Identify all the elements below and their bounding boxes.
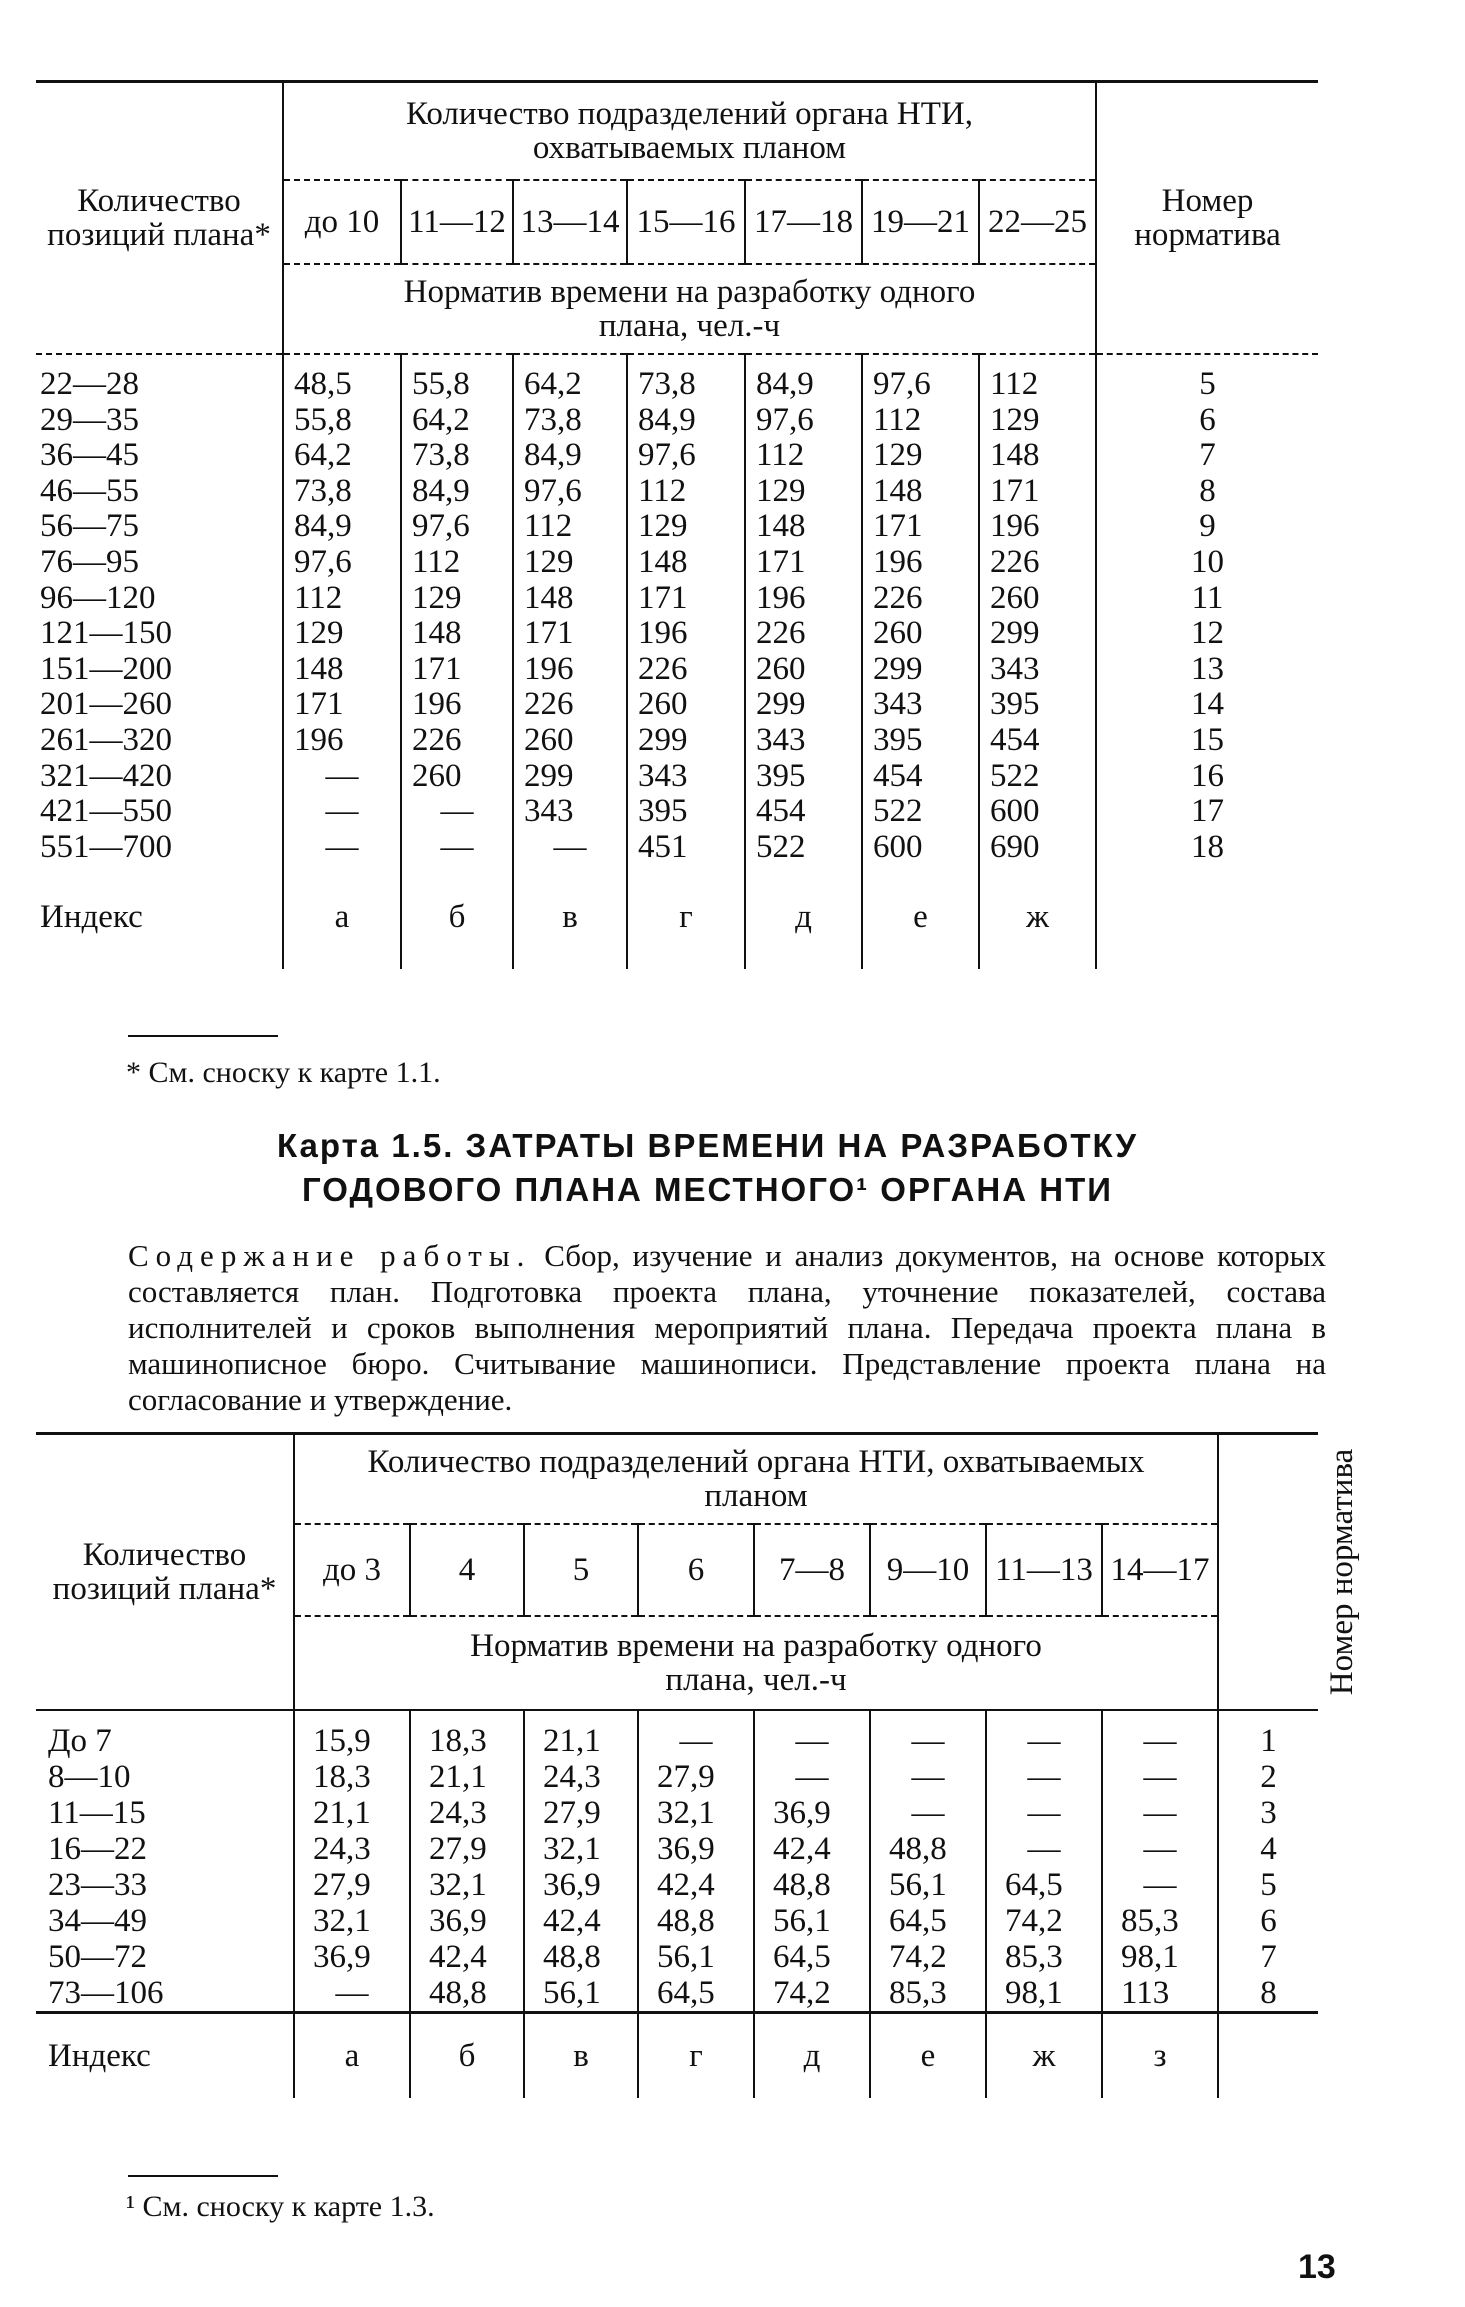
index-letter: з [1102,2013,1218,2099]
table-cell: — [754,1759,870,1795]
t1-group-header: Количество подразделений органа НТИ, охватываемых планом [283,82,1096,181]
table-cell: 55,8 [401,354,513,403]
table-cell: 21,1 [524,1710,638,1759]
norm-number: 11 [1096,581,1318,617]
table-cell: 454 [745,794,862,830]
table-cell: 56,1 [638,1939,754,1975]
table-cell: 18,3 [294,1759,410,1795]
table-cell: — [870,1710,986,1759]
row-label: 551—700 [40,828,172,865]
table-row [36,545,1318,581]
table-cell: 260 [513,723,627,759]
table-row [36,687,1318,723]
norm-number: 1 [1218,1710,1318,1759]
norm-number: 12 [1096,616,1318,652]
table-cell: 196 [862,545,979,581]
t2-row-header: Количество позиций плана* [36,1434,294,1711]
table-cell: 85,3 [870,1975,986,2013]
norm-number: 14 [1096,687,1318,723]
index-blank [1218,2013,1318,2099]
norm-number: 16 [1096,759,1318,795]
table-cell: 260 [401,759,513,795]
footnote-1: * См. сноску к карте 1.1. [126,1056,441,1089]
table-row [36,616,1318,652]
t1-norm-header: Норматив времени на разработку одного плана, чел.-ч [283,264,1096,354]
table-cell: — [1102,1867,1218,1903]
index-letter: е [862,865,979,969]
table-cell: 299 [745,687,862,723]
card-title-line1: Карта 1.5. ЗАТРАТЫ ВРЕМЕНИ НА РАЗРАБОТКУ [277,1127,1138,1164]
table-cell: 299 [627,723,745,759]
row-label: 261—320 [40,721,172,758]
table-cell: 522 [979,759,1096,795]
table-cell: — [986,1710,1102,1759]
table-cell: 148 [283,652,401,688]
table-cell: — [283,830,401,866]
table-row [36,403,1318,439]
table-cell: 522 [862,794,979,830]
table-cell: 196 [979,509,1096,545]
norm-number: 2 [1218,1759,1318,1795]
norm-number: 4 [1218,1831,1318,1867]
table-cell: — [870,1759,986,1795]
table-cell: 32,1 [294,1903,410,1939]
t2-col-header: 6 [638,1524,754,1616]
index-letter: а [294,2013,410,2099]
table-cell: 196 [627,616,745,652]
footnote-rule [128,1035,278,1037]
table-row [36,1975,1318,2013]
table-cell: 260 [979,581,1096,617]
index-letter: д [745,865,862,969]
row-label: 96—120 [40,579,156,616]
row-label: 8—10 [48,1759,131,1795]
table-cell: 73,8 [283,474,401,510]
table-cell: — [401,794,513,830]
table-cell: — [294,1975,410,2013]
table-cell: 148 [627,545,745,581]
table-cell: 85,3 [1102,1903,1218,1939]
table-cell: 42,4 [638,1867,754,1903]
norm-number: 18 [1096,830,1318,866]
t1-col-header: 22—25 [979,180,1096,264]
table-cell: 64,5 [754,1939,870,1975]
index-row [36,865,1318,969]
table-cell: 64,2 [283,438,401,474]
index-letter: г [627,865,745,969]
table-cell: 171 [283,687,401,723]
table-cell: 36,9 [410,1903,524,1939]
content-label: Содержание работы. [128,1238,532,1273]
table-cell: 129 [283,616,401,652]
norm-number: 5 [1096,354,1318,403]
table-cell: — [283,794,401,830]
content-paragraph [128,1238,1326,1418]
table-cell: 112 [862,403,979,439]
table-row [36,1903,1318,1939]
row-label: 121—150 [40,615,172,652]
t1-col-header: 11—12 [401,180,513,264]
table-cell: 15,9 [294,1710,410,1759]
index-letter: ж [979,865,1096,969]
table-cell: — [870,1795,986,1831]
table-cell: 74,2 [986,1903,1102,1939]
table-cell: 42,4 [410,1939,524,1975]
table-cell: 64,5 [870,1903,986,1939]
table-cell: 395 [627,794,745,830]
table-cell: 226 [745,616,862,652]
t1-col-header: 13—14 [513,180,627,264]
table-cell: — [283,759,401,795]
table-cell: 260 [745,652,862,688]
table-cell: 690 [979,830,1096,866]
table-row [36,1831,1318,1867]
t1-col-header: 17—18 [745,180,862,264]
row-label: 46—55 [40,472,139,509]
table-cell: 454 [862,759,979,795]
table-cell: 129 [979,403,1096,439]
table-cell: 27,9 [524,1795,638,1831]
t1-col-header: 15—16 [627,180,745,264]
table-cell: 299 [862,652,979,688]
norm-number: 13 [1096,652,1318,688]
table-row [36,652,1318,688]
row-label: До 7 [48,1723,112,1759]
norm-number: 5 [1218,1867,1318,1903]
table-cell: — [986,1831,1102,1867]
table-cell: 97,6 [862,354,979,403]
table-cell: — [1102,1759,1218,1795]
table-cell: 196 [745,581,862,617]
table-row [36,474,1318,510]
t2-col-header: до 3 [294,1524,410,1616]
table-cell: 73,8 [401,438,513,474]
table-cell: 343 [513,794,627,830]
table-cell: — [986,1759,1102,1795]
table-row [36,581,1318,617]
table-cell: 84,9 [401,474,513,510]
table-cell: 148 [862,474,979,510]
table-cell: 64,2 [401,403,513,439]
t2-norm-header: Норматив времени на разработку одного плана, чел.-ч [294,1616,1218,1710]
table-cell: 112 [627,474,745,510]
table-cell: 84,9 [283,509,401,545]
index-letter: в [524,2013,638,2099]
table-cell: 343 [627,759,745,795]
table-cell: 48,8 [638,1903,754,1939]
footnote-rule [128,2175,278,2177]
table-cell: 48,8 [524,1939,638,1975]
norm-number: 8 [1096,474,1318,510]
norm-table-1 [36,80,1318,969]
table-cell: — [986,1795,1102,1831]
t2-group-header: Количество подразделений органа НТИ, охватываемых планом [294,1434,1218,1525]
norm-number: 7 [1218,1939,1318,1975]
table-cell: 112 [745,438,862,474]
table-cell: 260 [862,616,979,652]
table-cell: 98,1 [986,1975,1102,2013]
table-cell: 148 [513,581,627,617]
table-cell: 171 [862,509,979,545]
table-cell: 451 [627,830,745,866]
table-row [36,1867,1318,1903]
table-cell: 299 [513,759,627,795]
table-cell: 148 [745,509,862,545]
table-cell: 36,9 [294,1939,410,1975]
table-cell: 36,9 [524,1867,638,1903]
table-cell: 226 [513,687,627,723]
t2-col-header: 11—13 [986,1524,1102,1616]
table-cell: 226 [979,545,1096,581]
table-cell: 113 [1102,1975,1218,2013]
norm-number: 15 [1096,723,1318,759]
table-cell: 32,1 [410,1867,524,1903]
table-row [36,723,1318,759]
table-cell: 32,1 [638,1795,754,1831]
table-cell: — [1102,1795,1218,1831]
norm-number: 6 [1096,403,1318,439]
page-number: 13 [1298,2248,1336,2286]
table-cell: 260 [627,687,745,723]
norm-number: 6 [1218,1903,1318,1939]
table-cell: 55,8 [283,403,401,439]
table-cell: — [638,1710,754,1759]
norm-number: 17 [1096,794,1318,830]
table-cell: 226 [862,581,979,617]
index-label: Индекс [40,898,143,935]
table-cell: 129 [862,438,979,474]
table-cell: 97,6 [627,438,745,474]
t2-col-header: 4 [410,1524,524,1616]
index-letter: в [513,865,627,969]
table-cell: 97,6 [745,403,862,439]
table-cell: 32,1 [524,1831,638,1867]
row-label: 321—420 [40,757,172,794]
table-cell: — [513,830,627,866]
table-cell: 36,9 [754,1795,870,1831]
table-cell: 36,9 [638,1831,754,1867]
table-cell: 112 [979,354,1096,403]
table-cell: 196 [283,723,401,759]
table-cell: 56,1 [870,1867,986,1903]
table-cell: 171 [401,652,513,688]
table-cell: 112 [283,581,401,617]
table-cell: 196 [401,687,513,723]
row-label: 73—106 [48,1975,164,2011]
table-cell: 21,1 [410,1759,524,1795]
index-letter: г [638,2013,754,2099]
table-cell: 48,5 [283,354,401,403]
table-cell: 98,1 [1102,1939,1218,1975]
table-row [36,794,1318,830]
norm-table-2 [36,1432,1361,2098]
table-cell: 56,1 [524,1975,638,2013]
table-row [36,1795,1318,1831]
table-cell: 27,9 [638,1759,754,1795]
table-cell: 112 [513,509,627,545]
index-letter: д [754,2013,870,2099]
table-cell: 112 [401,545,513,581]
table-cell: 395 [862,723,979,759]
table-cell: 85,3 [986,1939,1102,1975]
table-cell: 64,5 [986,1867,1102,1903]
table-cell: 84,9 [627,403,745,439]
row-label: 56—75 [40,508,139,545]
table-cell: 226 [627,652,745,688]
t2-col-header: 7—8 [754,1524,870,1616]
table-cell: — [1102,1710,1218,1759]
t1-row-header: Количество позиций плана* [36,82,283,355]
table-cell: 74,2 [754,1975,870,2013]
table-cell: 24,3 [524,1759,638,1795]
table-cell: — [754,1710,870,1759]
table-cell: 73,8 [627,354,745,403]
norm-number: 8 [1218,1975,1318,2013]
table-cell: 97,6 [513,474,627,510]
table-cell: 343 [745,723,862,759]
footnote-2: ¹ См. сноску к карте 1.3. [126,2190,435,2223]
table-cell: 48,8 [870,1831,986,1867]
t2-col-header: 14—17 [1102,1524,1218,1616]
table-cell: 21,1 [294,1795,410,1831]
row-label: 29—35 [40,401,139,438]
table-cell: 129 [745,474,862,510]
table-cell: 27,9 [294,1867,410,1903]
norm-number: 3 [1218,1795,1318,1831]
table-cell: 600 [979,794,1096,830]
table-row [36,509,1318,545]
table-cell: 64,5 [638,1975,754,2013]
table-cell: 24,3 [410,1795,524,1831]
row-label: 421—550 [40,793,172,830]
t1-col-header: 19—21 [862,180,979,264]
table-cell: — [1102,1831,1218,1867]
table-row [36,830,1318,866]
table-row [36,759,1318,795]
table-cell: 97,6 [401,509,513,545]
table-cell: 48,8 [410,1975,524,2013]
table-cell: 73,8 [513,403,627,439]
norm-number: 10 [1096,545,1318,581]
table-cell: 299 [979,616,1096,652]
t1-number-header: Номер норматива [1096,82,1318,355]
table-cell: 74,2 [870,1939,986,1975]
index-letter: ж [986,2013,1102,2099]
table-cell: 27,9 [410,1831,524,1867]
index-row [36,2013,1318,2099]
card-title-line2: ГОДОВОГО ПЛАНА МЕСТНОГО¹ ОРГАНА НТИ [302,1171,1113,1208]
table-cell: 522 [745,830,862,866]
table-cell: 171 [627,581,745,617]
table-cell: 171 [513,616,627,652]
index-letter: б [401,865,513,969]
norm-number: 7 [1096,438,1318,474]
index-blank [1096,865,1318,969]
table-cell: 148 [401,616,513,652]
row-label: 22—28 [40,366,139,402]
table-cell: — [401,830,513,866]
table-cell: 97,6 [283,545,401,581]
table-cell: 84,9 [513,438,627,474]
t1-col-header: до 10 [283,180,401,264]
table-cell: 454 [979,723,1096,759]
norm-number: 9 [1096,509,1318,545]
table-row [36,354,1318,403]
table-cell: 56,1 [754,1903,870,1939]
t2-col-header: 9—10 [870,1524,986,1616]
table-cell: 395 [745,759,862,795]
table-cell: 148 [979,438,1096,474]
table-cell: 48,8 [754,1867,870,1903]
table-row [36,438,1318,474]
table-cell: 42,4 [524,1903,638,1939]
row-label: 201—260 [40,686,172,723]
row-label: 16—22 [48,1831,147,1867]
index-label: Индекс [36,2013,294,2099]
table-cell: 343 [979,652,1096,688]
row-label: 23—33 [48,1867,147,1903]
t2-number-header: Номер норматива [1218,1434,1318,1711]
table-row [36,1939,1318,1975]
row-label: 11—15 [48,1795,146,1831]
table-cell: 42,4 [754,1831,870,1867]
table-cell: 196 [513,652,627,688]
table-cell: 171 [745,545,862,581]
table-cell: 129 [513,545,627,581]
index-letter: е [870,2013,986,2099]
row-label: 34—49 [48,1903,147,1939]
table-cell: 18,3 [410,1710,524,1759]
table-cell: 171 [979,474,1096,510]
row-label: 36—45 [40,437,139,474]
table-cell: 64,2 [513,354,627,403]
table-cell: 24,3 [294,1831,410,1867]
row-label: 151—200 [40,650,172,687]
table-cell: 129 [401,581,513,617]
table-row [36,1759,1318,1795]
table-cell: 600 [862,830,979,866]
table-cell: 343 [862,687,979,723]
content-text: Сбор, изучение и анализ документов, на основе которых составляется план. Подготовка проекта плана, уточнение показателей, состава исполнителей и сроков выполнения мероприятий плана. Передача проекта плана в машинописное бюро. Считывание машинописи. Представление проекта плана на согласование и утверждение. [128,1238,1327,1417]
table-row [36,1710,1318,1759]
t2-col-header: 5 [524,1524,638,1616]
row-label: 76—95 [40,543,139,580]
index-letter: б [410,2013,524,2099]
table-cell: 226 [401,723,513,759]
table-cell: 84,9 [745,354,862,403]
table-cell: 129 [627,509,745,545]
index-letter: а [283,865,401,969]
table-cell: 395 [979,687,1096,723]
row-label: 50—72 [48,1939,147,1975]
